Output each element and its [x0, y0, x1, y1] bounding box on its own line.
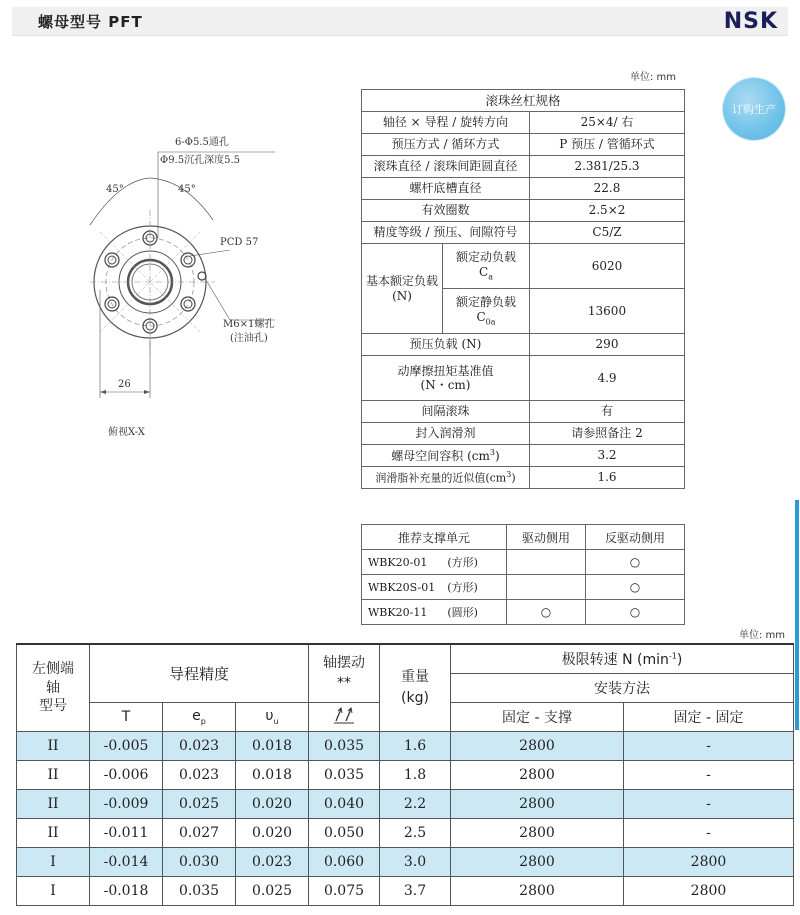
dim-26-label: 26	[118, 379, 131, 390]
hole-label: 6-Φ5.5通孔	[175, 137, 229, 148]
performance-table	[16, 643, 794, 906]
table-row: II -0.009 0.025 0.020 0.040 2.2 2800 -	[17, 790, 794, 819]
order-production-badge[interactable]	[723, 78, 785, 140]
table-row: II -0.005 0.023 0.018 0.035 1.6 2800 -	[17, 732, 794, 761]
col-fixed-fixed-header: 固定 - 固定	[624, 703, 794, 732]
spec-row: 动摩擦扭矩基准值 (N・cm) 4.9	[362, 356, 685, 401]
brand-logo: NSK	[723, 9, 778, 34]
col-mount-header: 安装方法	[451, 674, 794, 703]
spec-row: 螺杆底槽直径 22.8	[362, 178, 685, 200]
spec-row: 螺母空间容积 $(cm^3)$ 3.2	[362, 445, 685, 467]
col-weight-header: 重量 (kg)	[380, 644, 451, 732]
stat-load-value: 13600	[530, 289, 685, 334]
badge-label: 订购生产	[732, 103, 776, 116]
page-scroll-indicator[interactable]	[795, 500, 799, 730]
support-header: 驱动侧用	[507, 525, 586, 550]
table-row: I -0.014 0.030 0.023 0.060 3.0 2800 2800	[17, 848, 794, 877]
support-header: 反驱动侧用	[586, 525, 685, 550]
table-row: II -0.011 0.027 0.020 0.050 2.5 2800 -	[17, 819, 794, 848]
support-row: WBK20-01 (方形) ○	[362, 550, 685, 575]
spec-table	[361, 89, 685, 489]
col-T-header: T	[90, 703, 163, 732]
bottom-unit-label: 单位: mm	[739, 630, 786, 641]
table-row: I -0.018 0.035 0.025 0.075 3.7 2800 2800	[17, 877, 794, 906]
angle-label-right: 45°	[178, 184, 196, 195]
counterbore-label: Φ9.5沉孔深度5.5	[160, 155, 241, 166]
spec-row: 轴径 × 导程 / 旋转方向 25×4/ 右	[362, 112, 685, 134]
angle-label-left: 45°	[106, 184, 124, 195]
col-speed-header: 极限转速 N $(\min^{-1})$	[451, 644, 794, 674]
spec-title: 滚珠丝杠规格	[362, 90, 685, 112]
col-vu-header: $\upsilon_u$	[236, 703, 309, 732]
runout-symbol-icon	[309, 703, 380, 732]
view-label: 俯视X-X	[108, 427, 145, 438]
tap-note: (注油孔)	[230, 333, 268, 344]
dyn-load-value: 6020	[530, 244, 685, 289]
load-label-cell: 基本额定负载 (N)	[362, 244, 443, 334]
nut-drawing	[70, 130, 300, 450]
table-row: II -0.006 0.023 0.018 0.035 1.8 2800 -	[17, 761, 794, 790]
support-header: 推荐支撑单元	[362, 525, 507, 550]
spec-row: 精度等级 / 预压、间隙符号 C5/Z	[362, 222, 685, 244]
spec-row: 滚珠直径 / 滚珠间距圆直径 2.381/25.3	[362, 156, 685, 178]
stat-load-label: 额定静负载 $C_{0a}$	[443, 289, 530, 334]
unit-label: 单位: mm	[630, 72, 677, 83]
spec-row: 有效圈数 2.5×2	[362, 200, 685, 222]
spec-row: 封入润滑剂 请参照备注 2	[362, 423, 685, 445]
spec-row: 预压负载 (N) 290	[362, 334, 685, 356]
page-title: 螺母型号 PFT	[38, 13, 143, 31]
spec-row-dynamic-load	[362, 244, 685, 289]
col-fixed-support-header: 固定 - 支撑	[451, 703, 624, 732]
pcd-label: PCD 57	[220, 237, 259, 248]
col-model-header: 左侧端 轴 型号	[17, 644, 90, 732]
support-row: WBK20-11 (圆形) ○ ○	[362, 600, 685, 625]
col-lead-accuracy-header: 导程精度	[90, 644, 309, 703]
tap-hole	[198, 272, 206, 280]
tap-label: M6×1螺孔	[223, 319, 275, 330]
dyn-load-label: 额定动负载 $C_a$	[443, 244, 530, 289]
col-runout-header: 轴摆动 **	[309, 644, 380, 703]
spec-row: 间隔滚珠 有	[362, 401, 685, 423]
col-ep-header: $e_p$	[163, 703, 236, 732]
spec-row: 预压方式 / 循环方式 P 预压 / 管循环式	[362, 134, 685, 156]
support-row: WBK20S-01 (方形) ○	[362, 575, 685, 600]
page-header	[12, 7, 788, 36]
spec-row: 润滑脂补充量的近似值$(cm^3)$ 1.6	[362, 467, 685, 489]
support-unit-table	[361, 524, 685, 625]
